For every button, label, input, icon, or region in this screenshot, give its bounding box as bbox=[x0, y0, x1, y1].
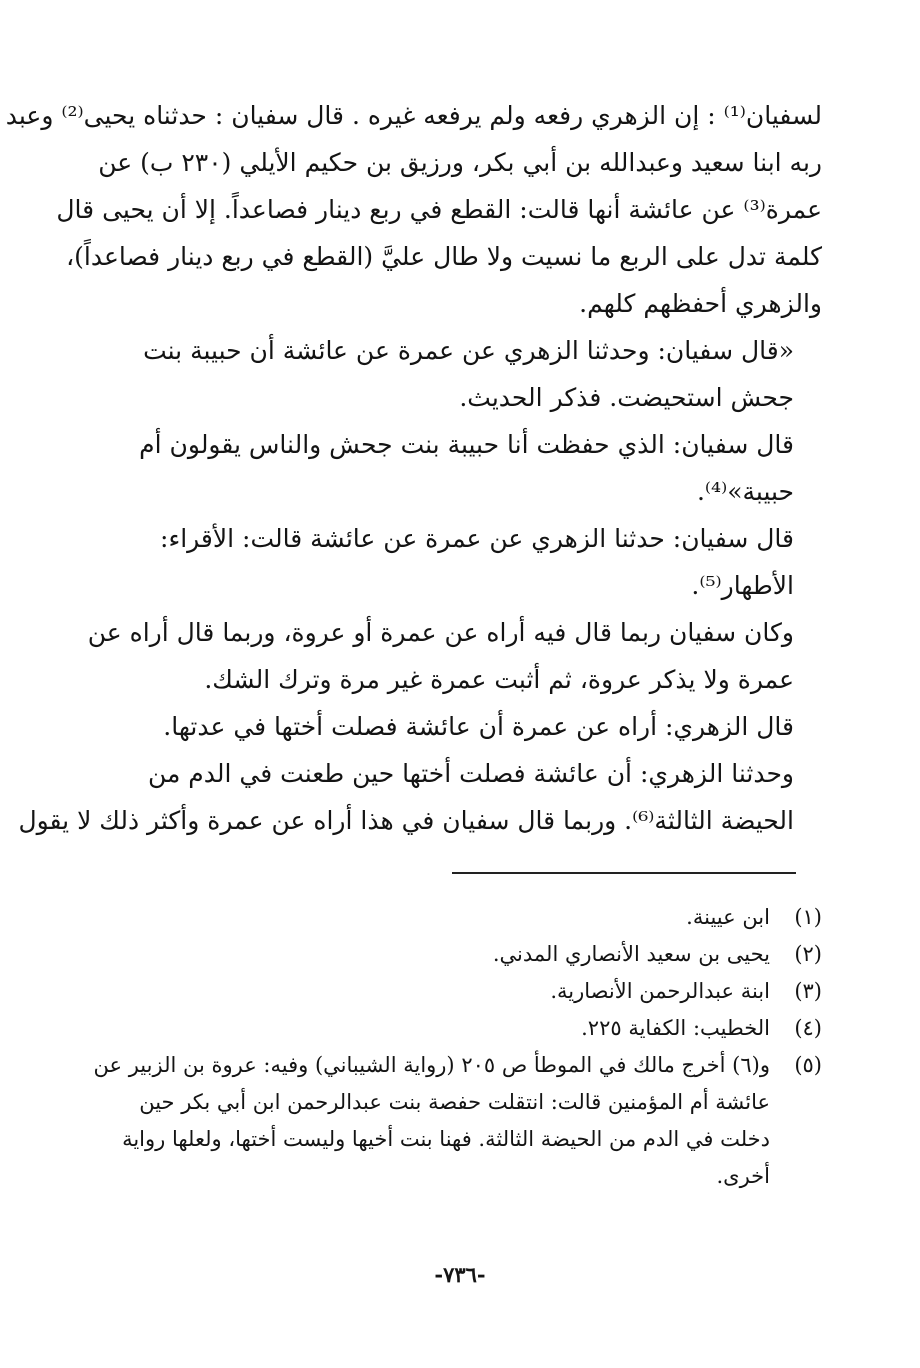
footnote-4 bbox=[100, 1010, 822, 1047]
text-line: لسفيان⁽¹⁾ : إن الزهري رفعه ولم يرفعه غيره . قال سفيان : حدثناه يحيى⁽²⁾ وعبد bbox=[5, 101, 822, 130]
paragraph-4 bbox=[100, 515, 822, 609]
footnote-text bbox=[100, 973, 770, 1010]
footnote-number: (٣) bbox=[794, 979, 822, 1003]
text-line: والزهري أحفظهم كلهم. bbox=[579, 289, 822, 318]
paragraph-3 bbox=[100, 421, 822, 515]
footnote-line: يحيى بن سعيد الأنصاري المدني. bbox=[492, 942, 770, 966]
text-line: قال سفيان: حدثنا الزهري عن عمرة عن عائشة قالت: الأقراء: bbox=[160, 524, 794, 553]
footnote-5 bbox=[93, 1047, 822, 1195]
footnote-text bbox=[94, 1047, 770, 1195]
paragraph-1 bbox=[5, 92, 822, 327]
text-line: الأطهار⁽⁵⁾. bbox=[691, 571, 794, 600]
footnote-1 bbox=[100, 899, 822, 936]
text-line: وحدثنا الزهري: أن عائشة فصلت أختها حين طعنت في الدم من bbox=[147, 759, 794, 788]
footnote-divider bbox=[452, 872, 796, 874]
footnote-text bbox=[100, 1010, 770, 1047]
footnote-3 bbox=[100, 973, 822, 1010]
footnote-line: ابنة عبدالرحمن الأنصارية. bbox=[550, 979, 770, 1003]
footnote-2 bbox=[100, 936, 822, 973]
main-text-body bbox=[5, 92, 822, 844]
footnote-number: (٥) bbox=[794, 1053, 822, 1077]
footnote-text bbox=[100, 936, 770, 973]
text-line: عمرة ولا يذكر عروة، ثم أثبت عمرة غير مرة وترك الشك. bbox=[204, 665, 794, 694]
text-line: كلمة تدل على الربع ما نسيت ولا طال عليَّ (القطع في ربع دينار فصاعداً)، bbox=[66, 242, 822, 271]
footnote-line: دخلت في الدم من الحيضة الثالثة. فهنا بنت أخيها وليست أختها، ولعلها رواية bbox=[122, 1127, 770, 1151]
paragraph-6 bbox=[100, 703, 822, 750]
text-line: «قال سفيان: وحدثنا الزهري عن عمرة عن عائشة أن حبيبة بنت bbox=[143, 336, 794, 365]
footnote-line: ابن عيينة. bbox=[686, 905, 770, 929]
footnote-line: عائشة أم المؤمنين قالت: انتقلت حفصة بنت عبدالرحمن ابن أبي بكر حين bbox=[139, 1090, 770, 1114]
footnote-line: أخرى. bbox=[716, 1164, 770, 1188]
page-number: -٧٣٦- bbox=[434, 1262, 486, 1287]
footnote-number: (٤) bbox=[794, 1016, 822, 1040]
text-line: وكان سفيان ربما قال فيه أراه عن عمرة أو عروة، وربما قال أراه عن bbox=[87, 618, 794, 647]
footnote-line: الخطيب: الكفاية ٢٢٥. bbox=[581, 1016, 770, 1040]
text-line: جحش استحيضت. فذكر الحديث. bbox=[459, 383, 794, 412]
text-line: الحيضة الثالثة⁽⁶⁾. وربما قال سفيان في هذا أراه عن عمرة وأكثر ذلك لا يقول bbox=[18, 806, 794, 835]
text-line: ربه ابنا سعيد وعبدالله بن أبي بكر، ورزيق بن حكيم الأيلي (٢٣٠ ب) عن bbox=[98, 148, 822, 177]
paragraph-5 bbox=[87, 609, 822, 703]
paragraph-2 bbox=[100, 327, 822, 421]
footnote-line: و(٦) أخرج مالك في الموطأ ص ٢٠٥ (رواية الشيباني) وفيه: عروة بن الزبير عن bbox=[93, 1053, 770, 1077]
text-line: عمرة⁽³⁾ عن عائشة أنها قالت: القطع في ربع دينار فصاعداً. إلا أن يحيى قال bbox=[56, 195, 822, 224]
footnote-number: (٢) bbox=[794, 942, 822, 966]
footnotes-section bbox=[93, 899, 822, 1195]
paragraph-7 bbox=[18, 750, 822, 844]
footnote-text bbox=[100, 899, 770, 936]
text-line: قال الزهري: أراه عن عمرة أن عائشة فصلت أختها في عدتها. bbox=[163, 712, 794, 741]
footnote-number: (١) bbox=[794, 905, 822, 929]
text-line: قال سفيان: الذي حفظت أنا حبيبة بنت جحش والناس يقولون أم bbox=[139, 430, 794, 459]
text-line: حبيبة»⁽⁴⁾. bbox=[696, 477, 794, 506]
